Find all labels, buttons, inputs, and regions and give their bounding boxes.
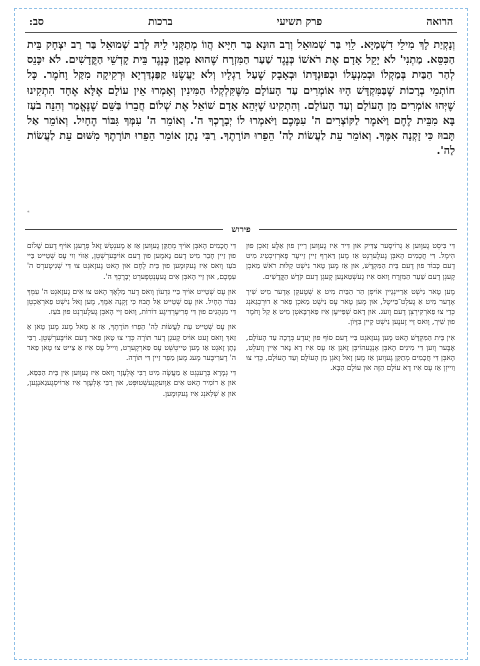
commentary-paragraph: דִּי חֲכָמִים הָאבְּן אוֹיךְ מְתַקֵּן גֶעוֶוען אַז אַ מֶענְטְשׁ זָאל פְרֶעגְן אוֹיף דֶעם שָׁלוֹם פוּן זַיין חָבֵר מִיט דֶעם נָאמֶען פוּן דֶעם אוֹיבֶּערְשְׁטְן, אַזוֹי וִוי עֶס שְׁטֵייט בַּיי בֹּעַז וָואס אִיז גֶעקוּמֶען פוּן בֵּית לֶחֶם אוּן הָאט גֶעזָאגְט צוּ דִּי שְׁנִיטֶערְס ה' עִמָּכֶם, אוּן זֵיי הָאבְּן אִים גֶעעֶנְטְפֶערְט יְבָרֶכְךָ ה'. [27, 241, 236, 281]
gemara-text-block [27, 37, 455, 221]
chapter-name: הרואה [426, 16, 453, 28]
gemara-footnote-mark: * [27, 209, 30, 216]
commentary-paragraph: דִּי גְמָרָא בְּרֶענְגְט אַ מַעֲשֶׂה מִיט רַבִּי אֶלְעָזָר וָואס אִיז גֶעוֶוען אִין בֵּית הַכִּסֵּא, אוּן אַ רוֹמִיר הָאט אִים אַוֶועקְגֶעשְׁטוּפְּט, אוּן רַבִּי אֶלְעָזָר אִיז אַרוֹיסְגֶעגַאנְגֶען, אוּן אַ שְׁלַאנְג אִיז גֶעקוּמֶען. [27, 368, 236, 398]
commentary-columns [27, 241, 455, 649]
gemara-text: וְנָקְיַת לָךְ מִילֵי דִשְׁמַיָּא. לֵוִי בַּר שְׁמוּאֵל וְרַב הוּנָא בַּר חִיָּיא הֲווֹ מְתַקְּנִי לֵיהּ לְרַב שְׁמוּאֵל בַּר רַב יִצְחָק בֵּית הַכִּסֵּא. מַתְנִי' לֹא יָקֵל אָדָם אֶת רֹאשׁוֹ כְּנֶגֶד שַׁעַר הַמִּזְרָח שֶׁהוּא מְכֻוָּן כְּנֶגֶד בֵּית קָדְשֵׁי הַקֳּדָשִׁים. לֹא יִכָּנֵס לְהַר הַבַּיִת בְּמַקְלוֹ וּבְמִנְעָלוֹ וּבְפוּנְדָּתוֹ וּבְאָבָק שֶׁעַל רַגְלָיו וְלֹא יַעֲשֶׂנּוּ קַפַּנְדַּרְיָא וּרְקִיקָה מִקַּל וָחֹמֶר. כָּל חוֹתְמֵי בְרָכוֹת שֶׁבַּמִּקְדָּשׁ הָיוּ אוֹמְרִים עַד הָעוֹלָם מִשֶּׁקִּלְקְלוּ הַמִּינִין וְאָמְרוּ אֵין עוֹלָם אֶלָּא אֶחָד הִתְקִינוּ שֶׁיְּהוּ אוֹמְרִים מִן הָעוֹלָם וְעַד הָעוֹלָם. וְהִתְקִינוּ שֶׁיְּהֵא אָדָם שׁוֹאֵל אֶת שְׁלוֹם חֲבֵרוֹ בַּשֵּׁם שֶׁנֶּאֱמַר וְהִנֵּה בֹעַז בָּא מִבֵּית לֶחֶם וַיֹּאמֶר לַקּוֹצְרִים ה' עִמָּכֶם וַיֹּאמְרוּ לוֹ יְבָרֶכְךָ ה'. וְאוֹמֵר ה' עִמְּךָ גִּבּוֹר הֶחָיִל. וְאוֹמֵר אַל תָּבוּז כִּי זָקְנָה אִמֶּךָ. וְאוֹמֵר עֵת לַעֲשׂוֹת לַה' הֵפֵרוּ תּוֹרָתֶךָ. רַבִּי נָתָן אוֹמֵר הֵפֵרוּ תּוֹרָתֶךָ מִשּׁוּם עֵת לַעֲשׂוֹת לַה'. [27, 38, 455, 158]
header-rule [25, 32, 457, 33]
chapter-number: פרק תשיעי [276, 16, 323, 28]
commentary-paragraph: אִין בֵּית הַמִּקְדָּשׁ הָאט מֶען גֶעזָאגְט בַּיי דֶעם סוֹף פוּן יֶעדֶע בְּרָכָה עַד הָעוֹלָם, אָבֶּער וֶוען דִּי מִינִים הָאבְּן אָנְגֶעהוֹיבְּן זָאגְן אַז עֶס אִיז דָא נָאר אֵיין וֶועלְט, הָאבְּן דִּי חֲכָמִים מְתַקֵּן גֶעוֶוען אַז מֶען זָאל זָאגְן מִן הָעוֹלָם וְעַד הָעוֹלָם, כְּדֵי צוּ וַוייזְן אַז עֶס אִיז דָא עוֹלָם הַזֶּה אוּן עוֹלָם הַבָּא. [246, 332, 455, 373]
commentary-paragraph: אוּן עֶס שְׁטֵייט עֵת לַעֲשׂוֹת לַה' הֵפֵרוּ תּוֹרָתֶךָ, אַז אַ מָאל מֶעג מֶען טָאן אַ זַאךְ וָואס זֶעט אוֹיס קֶעגְן דֶער תּוֹרָה כְּדֵי צוּ טָאן פַאר דֶעם אוֹיבֶּערְשְׁטְן. רַבִּי נָתָן זָאגְט אַז מֶען טַייטְשְׁט עֶס פַארְקֶערְט, וַוייל עֶס אִיז אַ צַייט צוּ טָאן פַאר ה' דֶערִיבֶּער מֶעג מֶען מַפֵר זַיין דִּי תּוֹרָה. [27, 322, 236, 363]
folio-number: סב: [29, 16, 44, 28]
tractate-name: ברכות [148, 16, 173, 28]
commentary-paragraph: דִּי בִּיסְט גֶעוֶוען אַ גְרוֹיסֶער צַדִּיק אוּן דִּיר אִיז גֶעוֶוען רֵיין פוּן אַלֶע זַאכְן פוּן הִימֶל. דִּי חֲכָמִים הָאבְּן גֶעלֶערְנְט אַז מֶען דַּארְף זַיין זֵייעֶר פָארְזִיכְטִיג מִיט דֶעם כָּבוֹד פוּן דֶעם בֵּית הַמִּקְדָּשׁ, אוּן אַז מֶען טָאר נִישְׁט קַלּוּת רֹאשׁ מַאכְן קֶעגְן דֶעם שַׁעַר הַמִּזְרָח וָואס אִיז גֶעשְׁטַאנֶען קֶעגְן דֶעם קֹדֶשׁ הַקֳּדָשִׁים. [246, 241, 455, 281]
page-header [15, 15, 467, 29]
commentary-title: פירוש [231, 224, 251, 235]
commentary-paragraph: מֶען טָאר נִישְׁט אַרַיינְגֵיין אוֹיפְן הַר הַבַּיִת מִיט אַ שְׁטֶעקְן אָדֶער מִיט שִׁיך אָדֶער מִיט אַ גֶעלְט־בַּייטֶל, אוּן מֶען טָאר עֶס נִישְׁט מַאכְן פַאר אַ דוּרְכְגַאנְג כְּדֵי צוּ פַארְקִירְצְן דֶעם וֶועג. אוּן דָאס שְׁפַּייעֶן אִיז פַארְבָּאטְן מִיט אַ קַל וָחֹמֶר פוּן שִׁיך, וָואס זֵיי זֶענֶען נִישְׁט קֵיין בִּזָּיוֹן. [246, 286, 455, 327]
commentary-paragraph: אוּן עֶס שְׁטֵייט אוֹיךְ בַּיי גִּדְעוֹן וָואס דֶער מַלְאָךְ הָאט צוּ אִים גֶעזָאגְט ה' עִמְּךָ גִּבּוֹר הֶחָיִל. אוּן עֶס שְׁטֵייט אַל תָּבוּז כִּי זָקְנָה אִמֶּךָ, מֶען זָאל נִישְׁט פַארְאַכְטְן דִּי מִנְהָגִים פוּן דִּי פְרִיעֶרְדִּיגֶע דוֹרוֹת, וָואס זֵיי הָאבְּן גֶעלֶערְנְט פוּן בֹּעַז. [27, 286, 236, 317]
commentary-column-right [246, 241, 455, 649]
commentary-column-left [27, 241, 236, 649]
page-frame [14, 8, 468, 660]
commentary-divider [25, 223, 457, 235]
